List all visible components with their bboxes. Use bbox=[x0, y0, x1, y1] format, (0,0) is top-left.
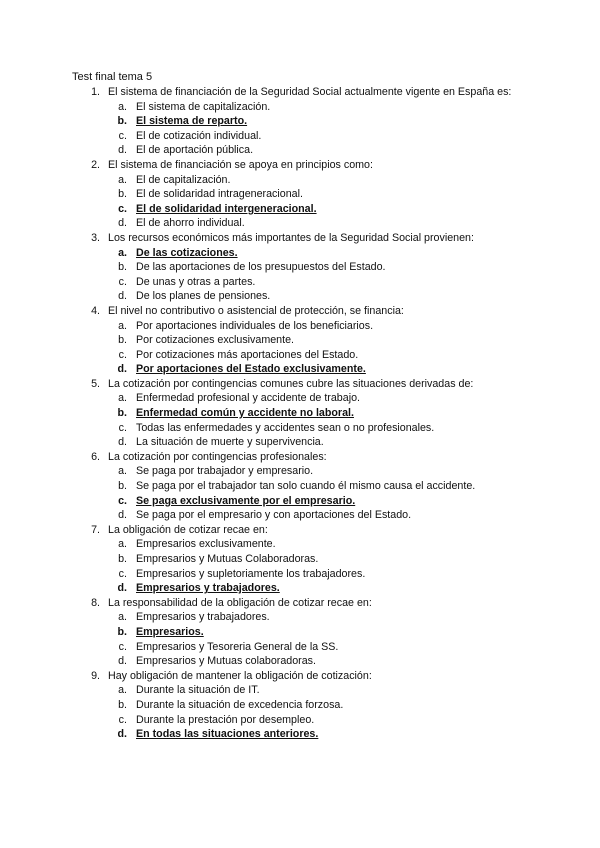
answer-option bbox=[72, 713, 542, 728]
option-text: Empresarios. bbox=[136, 625, 204, 638]
option-text: Empresarios y supletoriamente los trabajadores. bbox=[136, 567, 366, 580]
answer-option bbox=[72, 333, 542, 348]
question-item bbox=[72, 669, 542, 742]
option-list bbox=[72, 173, 542, 231]
answer-option-correct bbox=[72, 202, 542, 217]
question-item bbox=[72, 304, 542, 377]
question-number: 1. bbox=[91, 86, 100, 98]
option-text: Durante la prestación por desempleo. bbox=[136, 713, 315, 726]
option-letter: a. bbox=[118, 173, 127, 186]
option-letter: d. bbox=[117, 582, 127, 595]
option-list bbox=[72, 391, 542, 449]
option-text: Por cotizaciones exclusivamente. bbox=[136, 334, 295, 347]
option-letter: a. bbox=[118, 465, 127, 478]
option-list bbox=[72, 610, 542, 668]
option-letter: d. bbox=[118, 144, 127, 157]
answer-option bbox=[72, 173, 542, 188]
option-letter: c. bbox=[118, 348, 127, 361]
option-text: Empresarios exclusivamente. bbox=[136, 538, 276, 551]
option-text: Durante la situación de IT. bbox=[136, 684, 260, 697]
question-number: 3. bbox=[91, 231, 100, 244]
option-text: Se paga por el empresario y con aportaciones del Estado. bbox=[136, 509, 412, 522]
question-number: 4. bbox=[91, 304, 100, 317]
option-text: El de cotización individual. bbox=[136, 129, 262, 142]
option-letter: c. bbox=[118, 202, 127, 215]
option-letter: d. bbox=[118, 290, 127, 303]
option-letter: c. bbox=[118, 129, 127, 142]
option-letter: a. bbox=[118, 100, 127, 113]
question-item bbox=[72, 158, 542, 231]
answer-option bbox=[72, 698, 542, 713]
option-letter: b. bbox=[117, 115, 127, 128]
option-letter: b. bbox=[118, 261, 127, 274]
option-text: Empresarios y Tesoreria General de la SS. bbox=[136, 640, 339, 653]
question-line bbox=[72, 596, 542, 611]
option-letter: d. bbox=[117, 728, 127, 741]
option-text: En todas las situaciones anteriores. bbox=[136, 728, 319, 741]
option-letter: d. bbox=[118, 655, 127, 668]
answer-option-correct bbox=[72, 625, 542, 640]
option-letter: b. bbox=[118, 480, 127, 493]
answer-option bbox=[72, 143, 542, 158]
question-text: La cotización por contingencias profesionales: bbox=[108, 450, 327, 463]
option-text: El de solidaridad intrageneracional. bbox=[136, 188, 303, 201]
option-text: Todas las enfermedades y accidentes sean o no profesionales. bbox=[136, 421, 435, 434]
option-letter: c. bbox=[118, 275, 127, 288]
option-letter: b. bbox=[118, 334, 127, 347]
option-letter: b. bbox=[117, 407, 127, 420]
answer-option bbox=[72, 319, 542, 334]
answer-option bbox=[72, 260, 542, 275]
question-line bbox=[72, 304, 542, 319]
option-letter: a. bbox=[118, 319, 127, 332]
question-item bbox=[72, 523, 542, 596]
option-list bbox=[72, 537, 542, 595]
answer-option-correct bbox=[72, 362, 542, 377]
question-line bbox=[72, 669, 542, 684]
option-text: Se paga por el trabajador tan solo cuando él mismo causa el accidente. bbox=[136, 480, 476, 493]
option-letter: a. bbox=[118, 684, 127, 697]
option-letter: b. bbox=[118, 553, 127, 565]
option-text: Se paga por trabajador y empresario. bbox=[136, 465, 314, 478]
option-letter: c. bbox=[118, 494, 127, 507]
answer-option bbox=[72, 654, 542, 669]
option-text: Se paga exclusivamente por el empresario. bbox=[136, 494, 356, 507]
answer-option bbox=[72, 537, 542, 552]
option-letter: b. bbox=[117, 625, 127, 638]
option-letter: a. bbox=[118, 538, 127, 551]
question-number: 8. bbox=[91, 596, 100, 609]
question-line bbox=[72, 85, 542, 100]
answer-option-correct bbox=[72, 727, 542, 742]
answer-option-correct bbox=[72, 581, 542, 596]
answer-option bbox=[72, 275, 542, 290]
question-text: Hay obligación de mantener la obligación de cotización: bbox=[108, 669, 372, 682]
answer-option-correct bbox=[72, 494, 542, 509]
question-number: 9. bbox=[91, 669, 100, 682]
answer-option bbox=[72, 348, 542, 363]
option-list bbox=[72, 319, 542, 377]
question-text: El nivel no contributivo o asistencial de protección, se financia: bbox=[108, 304, 404, 317]
question-line bbox=[72, 523, 542, 538]
option-letter: a. bbox=[118, 246, 127, 259]
answer-option bbox=[72, 464, 542, 479]
option-letter: c. bbox=[118, 421, 127, 434]
question-line bbox=[72, 377, 542, 392]
answer-option bbox=[72, 100, 542, 115]
option-list bbox=[72, 464, 542, 522]
answer-option bbox=[72, 683, 542, 698]
answer-option bbox=[72, 479, 542, 494]
option-letter: c. bbox=[118, 640, 127, 653]
option-letter: a. bbox=[118, 611, 127, 624]
question-item bbox=[72, 377, 542, 450]
option-text: Empresarios y Mutuas colaboradoras. bbox=[136, 655, 316, 668]
option-text: Durante la situación de excedencia forzosa. bbox=[136, 698, 344, 711]
option-letter: d. bbox=[117, 363, 127, 376]
option-letter: b. bbox=[118, 698, 127, 711]
question-text: La obligación de cotizar recae en: bbox=[108, 523, 268, 536]
option-text: Por aportaciones individuales de los beneficiarios. bbox=[136, 319, 374, 332]
question-item bbox=[72, 596, 542, 669]
option-letter: c. bbox=[118, 713, 127, 726]
option-list bbox=[72, 246, 542, 304]
option-list bbox=[72, 100, 542, 158]
option-text: Enfermedad común y accidente no laboral. bbox=[136, 407, 354, 420]
question-item bbox=[72, 85, 542, 158]
question-item bbox=[72, 231, 542, 304]
option-text: El de solidaridad intergeneracional. bbox=[136, 202, 317, 215]
answer-option bbox=[72, 552, 542, 567]
question-text: El sistema de financiación de la Seguridad Social actualmente vigente en España es: bbox=[108, 86, 512, 98]
option-letter: b. bbox=[118, 188, 127, 201]
option-text: Por aportaciones del Estado exclusivamente. bbox=[136, 363, 366, 376]
option-letter: a. bbox=[118, 392, 127, 405]
option-letter: d. bbox=[118, 509, 127, 522]
answer-option bbox=[72, 508, 542, 523]
question-number: 6. bbox=[91, 450, 100, 463]
option-text: La situación de muerte y supervivencia. bbox=[136, 436, 324, 449]
answer-option bbox=[72, 289, 542, 304]
answer-option-correct bbox=[72, 246, 542, 261]
option-list bbox=[72, 683, 542, 741]
question-text: La cotización por contingencias comunes cubre las situaciones derivadas de: bbox=[108, 377, 474, 390]
option-text: El de ahorro individual. bbox=[136, 217, 245, 230]
option-text: De unas y otras a partes. bbox=[136, 275, 256, 288]
option-text: El sistema de capitalización. bbox=[136, 100, 271, 113]
option-text: Empresarios y trabajadores. bbox=[136, 611, 270, 624]
option-text: El de aportación pública. bbox=[136, 144, 254, 157]
answer-option bbox=[72, 129, 542, 144]
option-text: Enfermedad profesional y accidente de trabajo. bbox=[136, 392, 360, 405]
answer-option bbox=[72, 187, 542, 202]
option-text: El de capitalización. bbox=[136, 173, 231, 186]
answer-option bbox=[72, 391, 542, 406]
document-title: Test final tema 5 bbox=[72, 71, 153, 83]
option-text: Empresarios y Mutuas Colaboradoras. bbox=[136, 553, 319, 565]
question-text: Los recursos económicos más importantes de la Seguridad Social provienen: bbox=[108, 231, 474, 244]
question-line bbox=[72, 231, 542, 246]
question-item bbox=[72, 450, 542, 523]
answer-option-correct bbox=[72, 406, 542, 421]
answer-option bbox=[72, 421, 542, 436]
question-text: El sistema de financiación se apoya en principios como: bbox=[108, 158, 373, 171]
option-letter: d. bbox=[118, 217, 127, 230]
question-number: 7. bbox=[91, 523, 100, 536]
question-text: La responsabilidad de la obligación de cotizar recae en: bbox=[108, 596, 372, 609]
option-letter: d. bbox=[118, 436, 127, 449]
question-line bbox=[72, 450, 542, 465]
option-text: El sistema de reparto. bbox=[136, 115, 248, 128]
answer-option bbox=[72, 640, 542, 655]
answer-option bbox=[72, 216, 542, 231]
option-text: Por cotizaciones más aportaciones del Estado. bbox=[136, 348, 359, 361]
answer-option bbox=[72, 567, 542, 582]
option-text: Empresarios y trabajadores. bbox=[136, 582, 280, 595]
answer-option-correct bbox=[72, 114, 542, 129]
answer-option bbox=[72, 435, 542, 450]
option-letter: c. bbox=[118, 567, 127, 580]
option-text: De los planes de pensiones. bbox=[136, 290, 271, 303]
question-line bbox=[72, 158, 542, 173]
question-list bbox=[72, 85, 542, 742]
answer-option bbox=[72, 610, 542, 625]
question-number: 2. bbox=[91, 158, 100, 171]
question-number: 5. bbox=[91, 377, 100, 390]
option-text: De las aportaciones de los presupuestos del Estado. bbox=[136, 261, 386, 274]
option-text: De las cotizaciones. bbox=[136, 246, 238, 259]
